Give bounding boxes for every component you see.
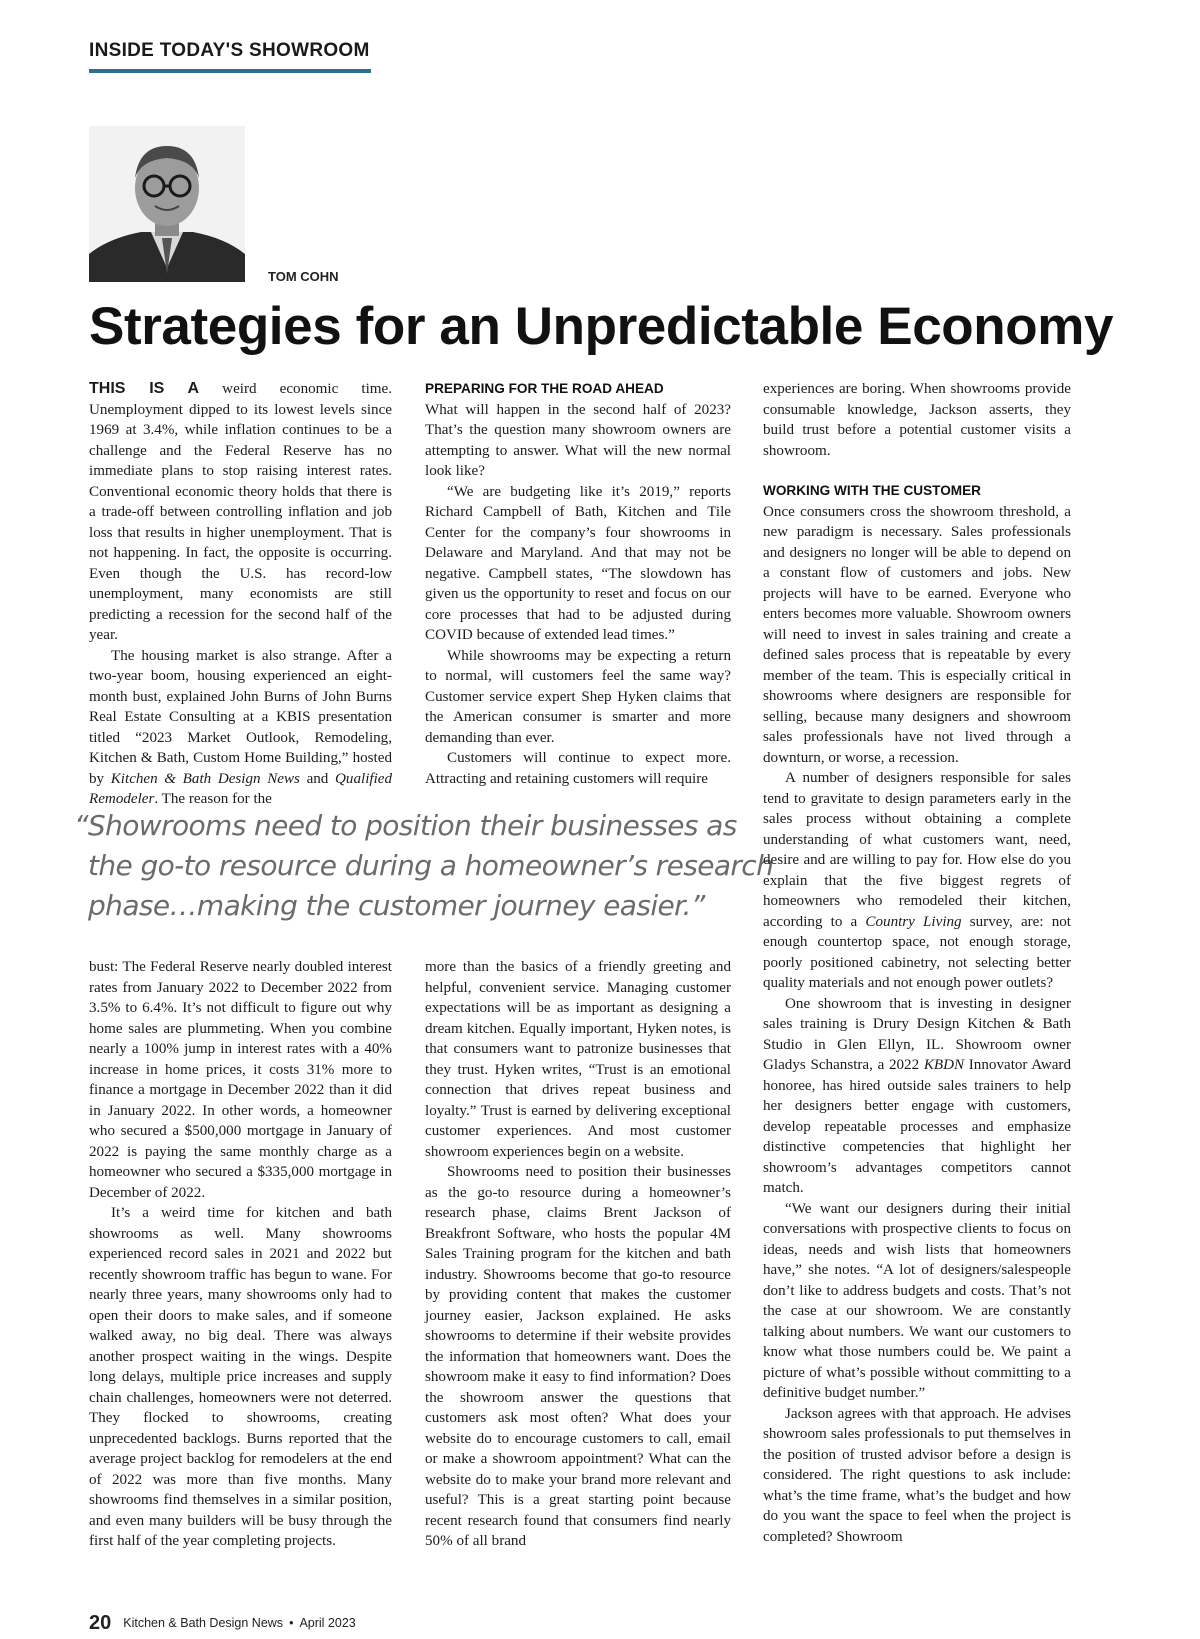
paragraph — [763, 994, 1071, 1199]
pull-quote-line: phase…making the customer journey easier.” — [88, 889, 705, 922]
paragraph: What will happen in the second half of 2023? That’s the question many showroom owners are attempting to answer. What will the new normal look like? — [425, 401, 731, 479]
paragraph-text: survey, are: not enough countertop space, not enough storage, poorly positioned cabinetry, not selecting better quality materials and not enough power outlets? — [763, 913, 1071, 991]
column-2-bottom — [425, 957, 731, 1552]
paragraph-text: One showroom that is investing in designer sales training is Drury Design Kitchen & Bath Studio in Glen Ellyn, IL. Showroom owner Gladys Schanstra, a 2022 — [763, 995, 1071, 1073]
article-headline: Strategies for an Unpredictable Economy — [89, 297, 1114, 356]
paragraph — [89, 646, 392, 810]
pull-quote — [74, 806, 814, 926]
paragraph: Customers will continue to expect more. Attracting and retaining customers will require — [425, 750, 731, 787]
paragraph: bust: The Federal Reserve nearly doubled interest rates from January 2022 to December 2022 from 3.5% to 6.4%. It’s not difficult to figure out why home sales are plummeting. When you combine nearly a 100% jump in interest rates with a 40% increase in home prices, it costs 31% more to finance a mortgage in December 2022 than it did in January 2022. In other words, a homeowner who secured a $500,000 mortgage in January of 2022 is paying the same monthly charge as a homeowner who secured a $335,000 mortgage in December of 2022. — [89, 959, 392, 1201]
paragraph — [89, 379, 392, 646]
paragraph: It’s a weird time for kitchen and bath showrooms as well. Many showrooms experienced record sales in 2021 and 2022 but recently showroom traffic has begun to wane. For nearly three years, many showrooms only had to open their doors to make sales, and if someone walked away, no big deal. There was always another prospect waiting in the wings. Despite long delays, multiple price increases and supply chain challenges, homeowners were not deterred. They flocked to showrooms, creating unprecedented backlogs. Burns reported that the average project backlog for remodelers at the end of 2022 was more than five months. Many showrooms find themselves in a similar position, and even many builders will be busy through the first half of the year completing projects. — [89, 1205, 392, 1549]
page-number: 20 — [89, 1612, 112, 1634]
footer-publication: Kitchen & Bath Design News — [123, 1616, 284, 1630]
paragraph-text: Innovator Award honoree, has hired outside sales trainers to help her designers better engage with customers, develop repeatable processes and emphasize distinctive competencies that highlight her showroom’s advantages competitors cannot match. — [763, 1057, 1071, 1196]
paragraph: “We want our designers during their initial conversations with prospective clients to focus on ideas, needs and wish lists that homeowners have,” she notes. “A lot of designers/salespeople don’t like to address budgets and costs. That’s not the case at our showroom. We are constantly talking about numbers. We want our customers to know what those numbers could be. We paint a picture of what’s possible without committing to a definitive budget number.” — [763, 1200, 1071, 1401]
section-label: INSIDE TODAY'S SHOWROOM — [89, 40, 370, 61]
author-portrait-illustration — [89, 126, 245, 282]
publication-title: KBDN — [923, 1057, 965, 1073]
pull-quote-line: “Showrooms need to position their businesses as — [74, 809, 737, 842]
paragraph — [763, 768, 1071, 994]
publication-title: Qualified Remodeler — [89, 770, 393, 807]
section-rule — [89, 69, 371, 73]
paragraph-text: The housing market is also strange. After a two-year boom, housing experienced an eight-month bust, explained John Burns of John Burns Real Estate Consulting at a KBIS presentation titled “2023 Market Outlook, Remodeling, Kitchen & Bath, Custom Home Building,” hosted by — [89, 647, 392, 787]
footer-separator: • — [289, 1616, 294, 1630]
column-1-top — [89, 379, 392, 810]
paragraph-text: . The reason for the — [154, 791, 272, 807]
paragraph: “We are budgeting like it’s 2019,” reports Richard Campbell of Bath, Kitchen and Tile Center for the company’s four showrooms in Delaware and Maryland. And that may not be negative. Campbell states, “The slowdown has given us the opportunity to reset and focus on our core processes that had to be adjusted during COVID because of extended lead times.” — [425, 483, 731, 643]
column-2-top — [425, 379, 731, 789]
column-3 — [763, 379, 1071, 1547]
lead-in: THIS IS A — [89, 380, 200, 397]
pull-quote-line: the go-to resource during a homeowner’s research — [88, 849, 774, 882]
paragraph: experiences are boring. When showrooms provide consumable knowledge, Jackson asserts, they build trust before a potential customer visits a showroom. — [763, 381, 1071, 459]
paragraph: Showrooms need to position their businesses as the go-to resource during a homeowner’s research phase, claims Brent Jackson of Breakfront Software, who hosts the popular 4M Sales Training program for the kitchen and bath industry. Showrooms become that go-to resource by providing content that makes the customer journey easier, Jackson explained. He asks showrooms to determine if their website provides the information that homeowners want. Does the showroom make it easy to find information? Does the showroom answer the questions that customers ask most often? What does your website do to encourage customers to call, email or make a showroom appointment? What can the website do to make your brand more relevant and useful? This is a great starting point because recent research found that consumers find nearly 50% of all brand — [425, 1164, 731, 1549]
author-photo — [89, 126, 245, 282]
page-footer — [89, 1612, 356, 1635]
paragraph-text: and — [306, 770, 329, 787]
paragraph: Jackson agrees with that approach. He advises showroom sales professionals to put themselves in the position of trusted advisor before a design is considered. The right questions to ask include: what’s the time frame, what’s the budget and how do you want the space to feel when the project is completed? Showroom — [763, 1405, 1071, 1545]
paragraph-text: weird economic time. Unemployment dipped to its lowest levels since 1969 at 3.4%, while inflation continues to be a challenge and the Federal Reserve has no immediate plans to stop raising interest rates. Conventional economic theory holds that there is a trade-off between controlling inflation and job loss that results in higher unemployment. That is not happening. In fact, the opposite is occurring. Even though the U.S. has record-low unemployment, many economists are still predicting a recession for the second half of the year. — [89, 381, 393, 643]
subheading: WORKING WITH THE CUSTOMER — [763, 483, 981, 498]
spacer — [763, 461, 1071, 481]
paragraph: While showrooms may be expecting a return to normal, will customers feel the same way? Customer service expert Shep Hyken claims that the American consumer is smarter and more demanding than ever. — [425, 647, 731, 746]
subheading: PREPARING FOR THE ROAD AHEAD — [425, 381, 664, 396]
publication-title: Country Living — [865, 913, 962, 930]
paragraph: more than the basics of a friendly greeting and helpful, convenient service. Managing customer expectations will be as important as designing a dream kitchen. Equally important, Hyken notes, is that consumers want to patronize businesses that they trust. Hyken writes, “Trust is an emotional connection that drives repeat business and loyalty.” Trust is earned by delivering exceptional customer experiences. And most customer showroom experiences begin on a website. — [425, 959, 731, 1160]
publication-title: Kitchen & Bath Design News — [110, 770, 300, 787]
paragraph: Once consumers cross the showroom threshold, a new paradigm is necessary. Sales professionals and designers no longer will be able to depend on a constant flow of customers and jobs. New projects will have to be earned. Everyone who enters becomes more valuable. Showroom owners will need to invest in sales training and create a defined sales process that is repeatable by every member of the team. This is especially critical in showrooms where designers are responsible for selling, because many designers and showroom sales professionals have not lived through a downturn, or worse, a recession. — [763, 503, 1071, 766]
column-1-bottom — [89, 957, 392, 1552]
footer-issue: April 2023 — [299, 1616, 356, 1630]
author-byline: TOM COHN — [268, 269, 339, 284]
paragraph-text: A number of designers responsible for sales tend to gravitate to design parameters early in the sales process without obtaining a complete understanding of what customers want, need, desire and are willing to pay for. How else do you explain that the five biggest regrets of homeowners who remodeled their kitchen, according to a — [763, 770, 1071, 930]
